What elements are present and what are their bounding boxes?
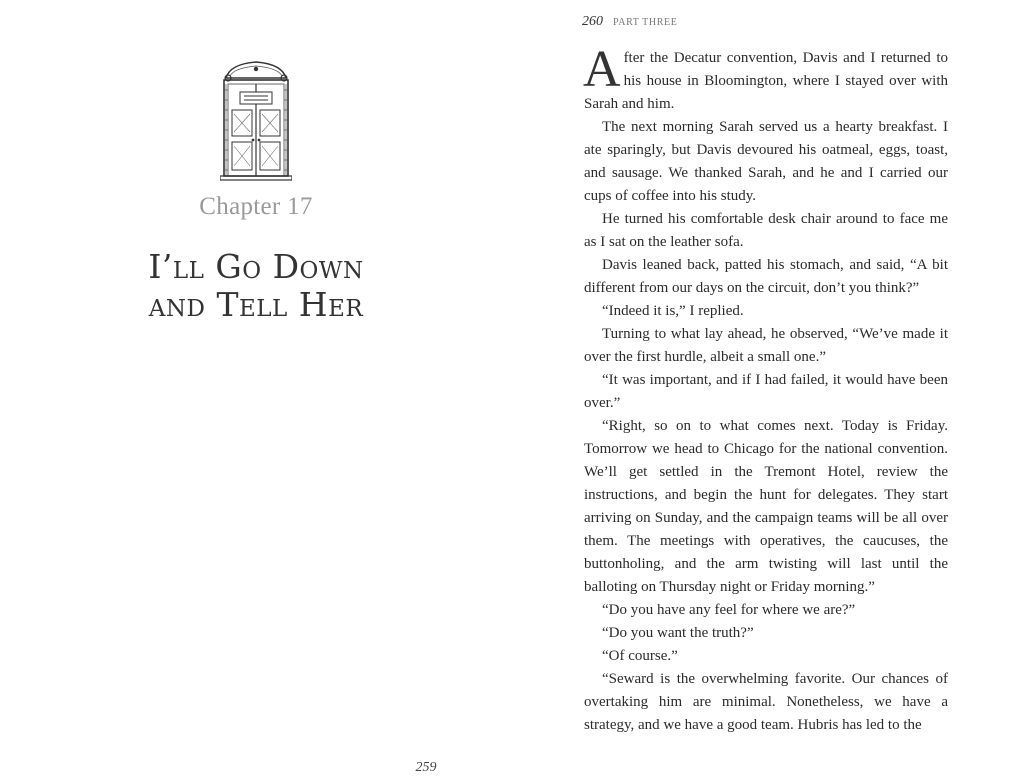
paragraph: Turning to what lay ahead, he observed, “We’ve made it over the first hurdle, albeit a small one.” <box>584 326 948 365</box>
chapter-title-line: I’ll Go Down <box>148 247 364 286</box>
paragraph <box>583 41 948 116</box>
part-label: PART THREE <box>613 17 678 28</box>
chapter-title-line: and Tell Her <box>148 285 364 324</box>
right-page <box>512 0 1024 781</box>
running-head <box>582 12 677 30</box>
paragraph: “Indeed it is,” I replied. <box>602 303 744 319</box>
body-text <box>583 41 948 737</box>
chapter-title <box>0 248 512 324</box>
paragraph: “Do you have any feel for where we are?” <box>602 602 856 618</box>
paragraph: Davis leaned back, patted his stomach, and said, “A bit different from our days on the circuit, don’t you think?” <box>584 257 948 296</box>
paragraph: “Seward is the overwhelming favorite. Our chances of overtaking him are minimal. Nonetheless, we have a strategy, and we have a good team. Hubris has led to the <box>584 671 948 733</box>
page-number: 260 <box>582 14 603 29</box>
paragraph: “Right, so on to what comes next. Today is Friday. Tomorrow we head to Chicago for the national convention. We’ll get settled in the Tremont Hotel, review the instructions, and begin the hunt for delegates. They start arriving on Sunday, and the campaign teams will be all over them. The meetings with operatives, the caucuses, the buttonholing, and the arm twisting will last until the balloting on Thursday night or Friday morning.” <box>584 418 948 595</box>
paragraph: “It was important, and if I had failed, it would have been over.” <box>584 372 948 411</box>
page-number: 259 <box>415 760 437 775</box>
paragraph-text: fter the Decatur convention, Davis and I returned to his house in Bloomington, where I stayed over with Sarah and him. <box>584 50 948 112</box>
drop-cap: A <box>583 41 621 98</box>
chapter-label: Chapter 17 <box>199 193 313 220</box>
paragraph: The next morning Sarah served us a hearty breakfast. I ate sparingly, but Davis devoured his oatmeal, eggs, toast, and sausage. We thanked Sarah, and he and I carried our cups of coffee into his study. <box>584 119 948 204</box>
paragraph: He turned his comfortable desk chair around to face me as I sat on the leather sofa. <box>584 211 948 250</box>
paragraph: “Do you want the truth?” <box>602 625 754 641</box>
ornate-door-icon <box>220 60 292 182</box>
paragraph: “Of course.” <box>602 648 678 664</box>
